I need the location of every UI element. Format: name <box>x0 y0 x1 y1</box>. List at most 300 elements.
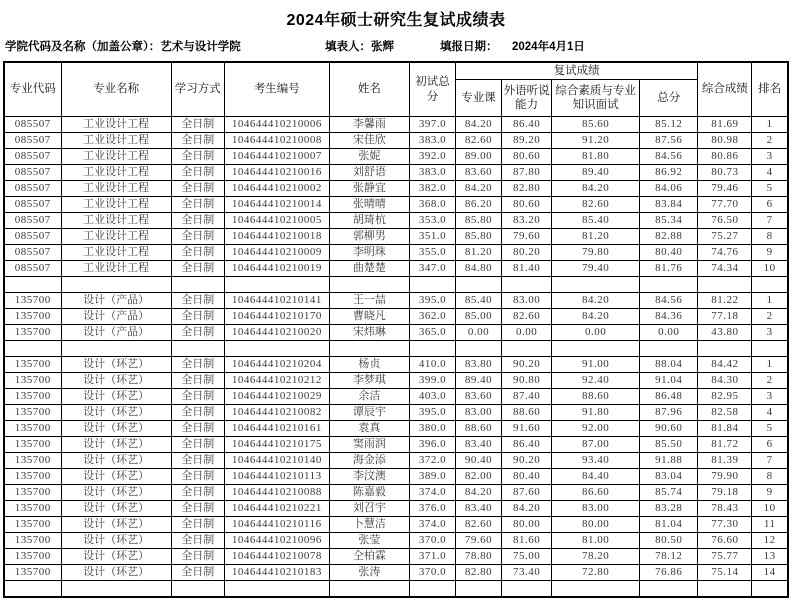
report-date-value: 2024年4月1日 <box>512 41 585 53</box>
cell-study-mode: 全日制 <box>171 165 224 181</box>
table-row <box>4 485 788 501</box>
table-row <box>4 421 788 437</box>
cell-major-code: 085507 <box>4 261 61 277</box>
cell-interview: 84.20 <box>552 293 640 309</box>
cell-interview <box>552 581 640 598</box>
cell-candidate-id: 104644410210175 <box>224 437 329 453</box>
cell-major-code: 085507 <box>4 149 61 165</box>
cell-major-code: 135700 <box>4 517 61 533</box>
cell-major-code: 135700 <box>4 453 61 469</box>
cell-foreign-listening: 81.40 <box>502 261 552 277</box>
table-row <box>4 197 788 213</box>
cell-study-mode: 全日制 <box>171 373 224 389</box>
cell-study-mode: 全日制 <box>171 485 224 501</box>
cell-major-name: 工业设计工程 <box>61 181 171 197</box>
cell-major-course: 83.40 <box>456 437 502 453</box>
cell-name: 宋炜琳 <box>329 325 409 341</box>
cell-major-name: 设计（环艺） <box>61 501 171 517</box>
cell-major-name: 工业设计工程 <box>61 197 171 213</box>
cell-initial-total: 395.0 <box>409 293 455 309</box>
table-row <box>4 517 788 533</box>
cell-study-mode: 全日制 <box>171 389 224 405</box>
cell-initial-total <box>409 277 455 293</box>
cell-retest-total <box>640 277 698 293</box>
table-row <box>4 565 788 581</box>
cell-comprehensive: 43.80 <box>698 325 752 341</box>
cell-interview: 83.00 <box>552 501 640 517</box>
cell-study-mode: 全日制 <box>171 213 224 229</box>
cell-retest-total: 90.60 <box>640 421 698 437</box>
cell-major-code: 085507 <box>4 245 61 261</box>
cell-major-name: 工业设计工程 <box>61 133 171 149</box>
cell-candidate-id: 104644410210016 <box>224 165 329 181</box>
cell-retest-total: 81.76 <box>640 261 698 277</box>
cell-major-code: 135700 <box>4 549 61 565</box>
cell-foreign-listening: 86.40 <box>502 437 552 453</box>
cell-interview: 78.20 <box>552 549 640 565</box>
table-row <box>4 373 788 389</box>
cell-interview: 82.60 <box>552 197 640 213</box>
cell-interview: 92.00 <box>552 421 640 437</box>
cell-retest-total: 85.74 <box>640 485 698 501</box>
cell-name: 曹晓凡 <box>329 309 409 325</box>
cell-name <box>329 341 409 357</box>
cell-major-name: 设计（环艺） <box>61 357 171 373</box>
cell-comprehensive <box>698 581 752 598</box>
cell-retest-total: 78.12 <box>640 549 698 565</box>
cell-rank: 8 <box>752 229 788 245</box>
cell-name: 窦雨润 <box>329 437 409 453</box>
cell-major-course: 82.60 <box>456 133 502 149</box>
cell-name <box>329 277 409 293</box>
cell-candidate-id: 104644410210014 <box>224 197 329 213</box>
cell-major-name: 工业设计工程 <box>61 117 171 133</box>
cell-major-code: 085507 <box>4 197 61 213</box>
cell-comprehensive: 75.14 <box>698 565 752 581</box>
cell-major-name: 设计（环艺） <box>61 421 171 437</box>
cell-comprehensive: 76.60 <box>698 533 752 549</box>
cell-major-name: 工业设计工程 <box>61 229 171 245</box>
table-row <box>4 229 788 245</box>
cell-study-mode: 全日制 <box>171 181 224 197</box>
header-major-name: 专业名称 <box>61 62 171 117</box>
cell-major-course <box>456 277 502 293</box>
cell-initial-total: 351.0 <box>409 229 455 245</box>
cell-study-mode: 全日制 <box>171 405 224 421</box>
cell-major-code: 135700 <box>4 373 61 389</box>
cell-initial-total: 374.0 <box>409 485 455 501</box>
cell-rank: 3 <box>752 389 788 405</box>
cell-major-course <box>456 341 502 357</box>
cell-study-mode: 全日制 <box>171 325 224 341</box>
cell-major-code: 135700 <box>4 325 61 341</box>
cell-comprehensive: 82.95 <box>698 389 752 405</box>
cell-interview: 81.20 <box>552 229 640 245</box>
cell-name: 胡琦杭 <box>329 213 409 229</box>
cell-retest-total: 82.88 <box>640 229 698 245</box>
cell-major-course: 82.00 <box>456 469 502 485</box>
cell-candidate-id: 104644410210221 <box>224 501 329 517</box>
cell-retest-total: 91.04 <box>640 373 698 389</box>
table-row <box>4 309 788 325</box>
cell-foreign-listening: 90.20 <box>502 357 552 373</box>
cell-comprehensive: 79.18 <box>698 485 752 501</box>
cell-rank: 11 <box>752 517 788 533</box>
cell-candidate-id: 104644410210020 <box>224 325 329 341</box>
cell-major-course <box>456 581 502 598</box>
cell-foreign-listening: 75.00 <box>502 549 552 565</box>
cell-foreign-listening: 88.60 <box>502 405 552 421</box>
cell-candidate-id: 104644410210141 <box>224 293 329 309</box>
cell-major-code: 135700 <box>4 469 61 485</box>
cell-foreign-listening: 86.40 <box>502 117 552 133</box>
table-row <box>4 165 788 181</box>
cell-candidate-id: 104644410210006 <box>224 117 329 133</box>
cell-study-mode: 全日制 <box>171 117 224 133</box>
cell-retest-total: 84.36 <box>640 309 698 325</box>
cell-retest-total: 83.04 <box>640 469 698 485</box>
header-candidate-id: 考生编号 <box>224 62 329 117</box>
cell-interview: 72.80 <box>552 565 640 581</box>
cell-major-course: 83.00 <box>456 405 502 421</box>
cell-retest-total: 87.56 <box>640 133 698 149</box>
scores-table <box>3 61 789 598</box>
cell-major-code: 085507 <box>4 229 61 245</box>
cell-candidate-id: 104644410210204 <box>224 357 329 373</box>
cell-major-name: 工业设计工程 <box>61 261 171 277</box>
cell-major-code: 135700 <box>4 565 61 581</box>
cell-interview: 0.00 <box>552 325 640 341</box>
cell-major-code: 135700 <box>4 421 61 437</box>
cell-name: 张涛 <box>329 565 409 581</box>
cell-comprehensive: 75.77 <box>698 549 752 565</box>
cell-comprehensive: 84.30 <box>698 373 752 389</box>
cell-candidate-id: 104644410210029 <box>224 389 329 405</box>
cell-initial-total: 370.0 <box>409 533 455 549</box>
cell-name: 张妮 <box>329 149 409 165</box>
cell-major-name: 工业设计工程 <box>61 149 171 165</box>
cell-initial-total: 382.0 <box>409 181 455 197</box>
cell-major-course: 88.60 <box>456 421 502 437</box>
cell-major-code: 135700 <box>4 309 61 325</box>
cell-name: 张静宜 <box>329 181 409 197</box>
cell-candidate-id: 104644410210005 <box>224 213 329 229</box>
cell-initial-total: 347.0 <box>409 261 455 277</box>
cell-comprehensive: 77.18 <box>698 309 752 325</box>
cell-name: 袁真 <box>329 421 409 437</box>
meta-line <box>0 35 792 57</box>
cell-name: 宋佳欣 <box>329 133 409 149</box>
cell-study-mode: 全日制 <box>171 261 224 277</box>
cell-major-course: 84.80 <box>456 261 502 277</box>
cell-initial-total: 353.0 <box>409 213 455 229</box>
blank-row <box>4 581 788 598</box>
cell-study-mode: 全日制 <box>171 453 224 469</box>
cell-initial-total: 372.0 <box>409 453 455 469</box>
cell-comprehensive: 79.46 <box>698 181 752 197</box>
table-body <box>4 117 788 598</box>
cell-candidate-id: 104644410210078 <box>224 549 329 565</box>
report-date-label: 填报日期： <box>440 41 498 53</box>
cell-initial-total: 371.0 <box>409 549 455 565</box>
cell-interview: 86.60 <box>552 485 640 501</box>
cell-initial-total: 392.0 <box>409 149 455 165</box>
table-row <box>4 549 788 565</box>
cell-study-mode: 全日制 <box>171 533 224 549</box>
cell-study-mode: 全日制 <box>171 501 224 517</box>
cell-candidate-id: 104644410210082 <box>224 405 329 421</box>
cell-comprehensive: 81.72 <box>698 437 752 453</box>
cell-rank: 6 <box>752 197 788 213</box>
table-row <box>4 325 788 341</box>
cell-name: 仝柏霖 <box>329 549 409 565</box>
cell-name: 刘召宇 <box>329 501 409 517</box>
cell-retest-total: 76.86 <box>640 565 698 581</box>
cell-major-name: 设计（产品） <box>61 325 171 341</box>
cell-foreign-listening: 81.60 <box>502 533 552 549</box>
cell-retest-total: 81.04 <box>640 517 698 533</box>
cell-major-course: 83.60 <box>456 389 502 405</box>
cell-major-code: 085507 <box>4 165 61 181</box>
cell-rank: 13 <box>752 549 788 565</box>
table-row <box>4 293 788 309</box>
cell-rank: 1 <box>752 357 788 373</box>
cell-major-code: 135700 <box>4 405 61 421</box>
cell-interview: 91.80 <box>552 405 640 421</box>
table-row <box>4 149 788 165</box>
cell-rank: 12 <box>752 533 788 549</box>
cell-foreign-listening: 84.20 <box>502 501 552 517</box>
cell-comprehensive: 77.30 <box>698 517 752 533</box>
cell-foreign-listening <box>502 341 552 357</box>
cell-comprehensive: 81.22 <box>698 293 752 309</box>
cell-interview: 79.40 <box>552 261 640 277</box>
cell-study-mode: 全日制 <box>171 549 224 565</box>
header-rank: 排名 <box>752 62 788 117</box>
cell-candidate-id: 104644410210088 <box>224 485 329 501</box>
cell-candidate-id: 104644410210113 <box>224 469 329 485</box>
cell-major-name: 设计（环艺） <box>61 373 171 389</box>
cell-interview <box>552 277 640 293</box>
cell-retest-total <box>640 341 698 357</box>
cell-major-course: 81.20 <box>456 245 502 261</box>
cell-retest-total <box>640 581 698 598</box>
cell-study-mode: 全日制 <box>171 357 224 373</box>
cell-comprehensive: 81.84 <box>698 421 752 437</box>
cell-comprehensive: 76.50 <box>698 213 752 229</box>
cell-interview: 93.40 <box>552 453 640 469</box>
cell-comprehensive: 81.39 <box>698 453 752 469</box>
cell-major-name: 设计（环艺） <box>61 485 171 501</box>
cell-name: 张晴晴 <box>329 197 409 213</box>
cell-candidate-id <box>224 581 329 598</box>
cell-rank: 2 <box>752 373 788 389</box>
cell-retest-total: 88.04 <box>640 357 698 373</box>
cell-initial-total: 399.0 <box>409 373 455 389</box>
cell-interview: 80.00 <box>552 517 640 533</box>
cell-major-name <box>61 581 171 598</box>
cell-retest-total: 80.40 <box>640 245 698 261</box>
cell-foreign-listening: 82.80 <box>502 181 552 197</box>
cell-rank: 5 <box>752 181 788 197</box>
cell-major-course: 84.20 <box>456 485 502 501</box>
cell-study-mode: 全日制 <box>171 133 224 149</box>
table-row <box>4 181 788 197</box>
cell-major-code: 085507 <box>4 133 61 149</box>
header-retest-group: 复试成绩 <box>456 62 698 80</box>
cell-retest-total: 85.34 <box>640 213 698 229</box>
cell-retest-total: 84.06 <box>640 181 698 197</box>
cell-major-name <box>61 341 171 357</box>
cell-foreign-listening: 87.40 <box>502 389 552 405</box>
cell-name: 海金添 <box>329 453 409 469</box>
cell-major-course: 84.20 <box>456 181 502 197</box>
cell-comprehensive: 82.58 <box>698 405 752 421</box>
cell-initial-total <box>409 341 455 357</box>
header-major-code: 专业代码 <box>4 62 61 117</box>
cell-major-name: 设计（产品） <box>61 309 171 325</box>
cell-foreign-listening <box>502 277 552 293</box>
table-row <box>4 245 788 261</box>
cell-name: 李馨雨 <box>329 117 409 133</box>
header-foreign-listening: 外语听说能力 <box>502 80 552 117</box>
cell-rank: 2 <box>752 133 788 149</box>
cell-major-course: 79.60 <box>456 533 502 549</box>
cell-major-course: 82.80 <box>456 565 502 581</box>
cell-interview: 79.80 <box>552 245 640 261</box>
cell-comprehensive: 75.27 <box>698 229 752 245</box>
cell-major-name: 设计（环艺） <box>61 437 171 453</box>
cell-retest-total: 84.56 <box>640 293 698 309</box>
cell-name: 杨贞 <box>329 357 409 373</box>
cell-comprehensive: 78.43 <box>698 501 752 517</box>
cell-foreign-listening: 0.00 <box>502 325 552 341</box>
table-row <box>4 133 788 149</box>
cell-interview: 84.40 <box>552 469 640 485</box>
cell-interview: 84.20 <box>552 309 640 325</box>
cell-foreign-listening: 87.60 <box>502 485 552 501</box>
table-row <box>4 469 788 485</box>
cell-name: 卜慧洁 <box>329 517 409 533</box>
cell-foreign-listening: 90.80 <box>502 373 552 389</box>
cell-initial-total: 396.0 <box>409 437 455 453</box>
cell-study-mode: 全日制 <box>171 245 224 261</box>
cell-major-course: 0.00 <box>456 325 502 341</box>
cell-name: 曲楚楚 <box>329 261 409 277</box>
cell-foreign-listening: 83.20 <box>502 213 552 229</box>
cell-interview: 88.60 <box>552 389 640 405</box>
cell-major-course: 89.00 <box>456 149 502 165</box>
cell-major-course: 82.60 <box>456 517 502 533</box>
cell-rank: 14 <box>752 565 788 581</box>
cell-name <box>329 581 409 598</box>
cell-foreign-listening: 90.20 <box>502 453 552 469</box>
cell-rank <box>752 341 788 357</box>
cell-initial-total: 395.0 <box>409 405 455 421</box>
cell-name: 李汶澳 <box>329 469 409 485</box>
cell-rank: 7 <box>752 453 788 469</box>
cell-rank: 10 <box>752 261 788 277</box>
cell-rank: 3 <box>752 325 788 341</box>
cell-major-name: 设计（环艺） <box>61 549 171 565</box>
cell-name: 余洁 <box>329 389 409 405</box>
cell-interview: 84.20 <box>552 181 640 197</box>
cell-interview: 87.00 <box>552 437 640 453</box>
cell-comprehensive: 74.76 <box>698 245 752 261</box>
cell-retest-total: 86.48 <box>640 389 698 405</box>
cell-rank: 6 <box>752 437 788 453</box>
cell-name: 刘舒语 <box>329 165 409 181</box>
header-comprehensive: 综合成绩 <box>698 62 752 117</box>
cell-candidate-id: 104644410210007 <box>224 149 329 165</box>
header-name: 姓名 <box>329 62 409 117</box>
cell-foreign-listening: 73.40 <box>502 565 552 581</box>
table-row <box>4 261 788 277</box>
cell-study-mode: 全日制 <box>171 149 224 165</box>
cell-major-code: 135700 <box>4 437 61 453</box>
cell-rank: 5 <box>752 421 788 437</box>
cell-foreign-listening: 87.80 <box>502 165 552 181</box>
cell-initial-total: 355.0 <box>409 245 455 261</box>
cell-retest-total: 86.92 <box>640 165 698 181</box>
cell-major-name: 设计（产品） <box>61 293 171 309</box>
cell-major-name: 工业设计工程 <box>61 165 171 181</box>
cell-major-code <box>4 341 61 357</box>
cell-rank: 10 <box>752 501 788 517</box>
table-row <box>4 453 788 469</box>
cell-major-name: 工业设计工程 <box>61 245 171 261</box>
page-title: 2024年硕士研究生复试成绩表 <box>286 12 506 29</box>
cell-comprehensive: 79.90 <box>698 469 752 485</box>
cell-major-name: 设计（环艺） <box>61 389 171 405</box>
cell-major-code: 135700 <box>4 533 61 549</box>
header-interview: 综合素质与专业知识面试 <box>552 80 640 117</box>
cell-major-course: 83.80 <box>456 357 502 373</box>
cell-candidate-id: 104644410210212 <box>224 373 329 389</box>
cell-candidate-id: 104644410210009 <box>224 245 329 261</box>
cell-rank <box>752 277 788 293</box>
cell-major-name: 设计（环艺） <box>61 453 171 469</box>
cell-rank: 4 <box>752 165 788 181</box>
cell-rank: 8 <box>752 469 788 485</box>
cell-initial-total: 376.0 <box>409 501 455 517</box>
header-initial-total: 初试总分 <box>409 62 455 117</box>
cell-candidate-id: 104644410210170 <box>224 309 329 325</box>
cell-major-name: 设计（环艺） <box>61 533 171 549</box>
cell-major-course: 86.20 <box>456 197 502 213</box>
cell-name: 陈嘉毅 <box>329 485 409 501</box>
cell-interview: 81.00 <box>552 533 640 549</box>
cell-initial-total: 397.0 <box>409 117 455 133</box>
cell-foreign-listening: 80.00 <box>502 517 552 533</box>
cell-candidate-id: 104644410210116 <box>224 517 329 533</box>
cell-rank: 1 <box>752 117 788 133</box>
cell-initial-total: 410.0 <box>409 357 455 373</box>
header-study-mode: 学习方式 <box>171 62 224 117</box>
cell-rank: 9 <box>752 245 788 261</box>
cell-foreign-listening: 80.20 <box>502 245 552 261</box>
cell-foreign-listening <box>502 581 552 598</box>
cell-name: 张莹 <box>329 533 409 549</box>
cell-foreign-listening: 80.40 <box>502 469 552 485</box>
cell-candidate-id <box>224 277 329 293</box>
cell-foreign-listening: 79.60 <box>502 229 552 245</box>
cell-retest-total: 85.12 <box>640 117 698 133</box>
cell-candidate-id: 104644410210018 <box>224 229 329 245</box>
cell-comprehensive <box>698 341 752 357</box>
cell-major-code: 085507 <box>4 117 61 133</box>
cell-study-mode <box>171 341 224 357</box>
